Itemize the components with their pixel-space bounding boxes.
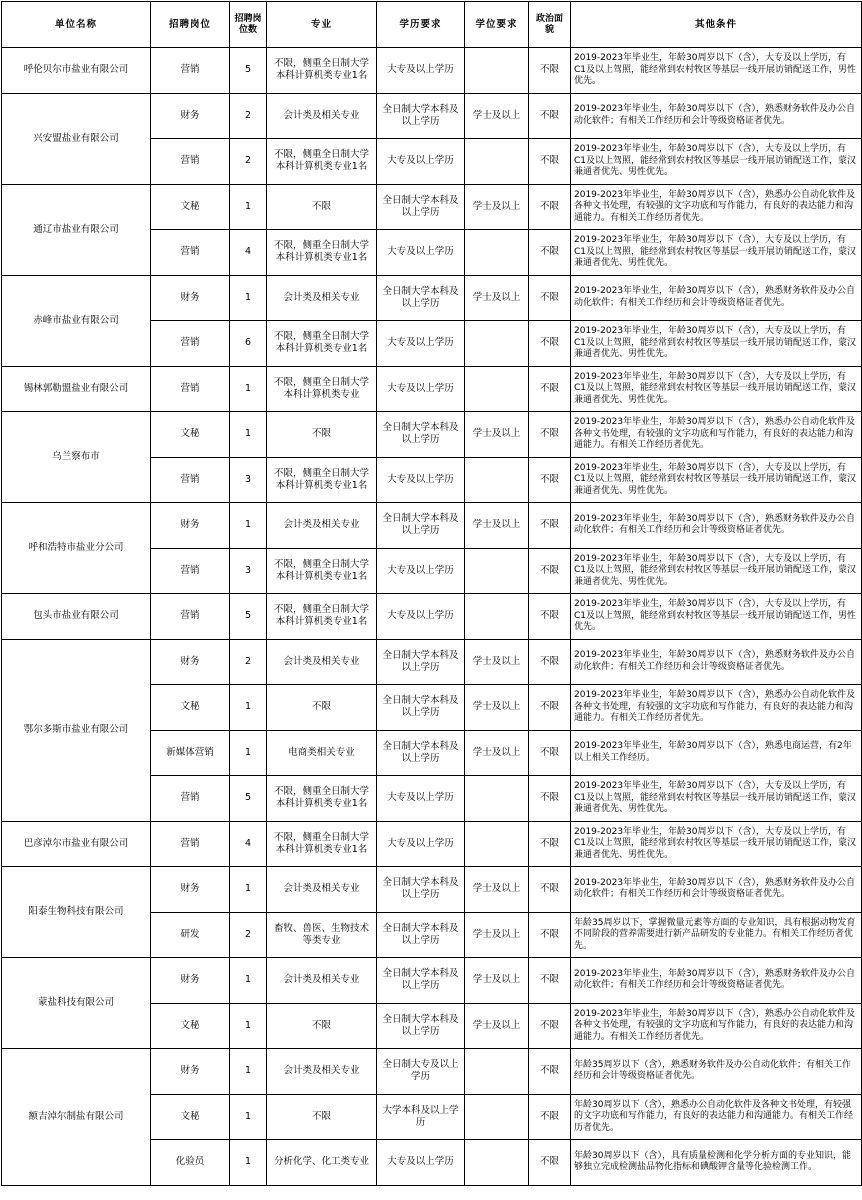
political-cell: 不限 [529,821,571,867]
major-cell: 分析化学、化工类专业 [267,1140,377,1186]
political-cell: 不限 [529,685,571,731]
degree-cell [465,139,529,185]
count-cell: 3 [230,457,267,503]
education-cell: 全日制大学本科及以上学历 [377,730,465,776]
education-cell: 大专及以上学历 [377,139,465,185]
post-cell: 财务 [151,958,230,1004]
degree-cell [465,821,529,867]
major-cell: 会计类及相关专业 [267,639,377,685]
political-cell: 不限 [529,93,571,139]
conditions-cell: 2019-2023年毕业生，年龄30周岁以下（含），大专及以上学历，有C1及以上驾照，能经常到农村牧区等基层一线开展访销配送工作，蒙汉兼通者优先、男性优先。 [571,321,862,367]
degree-cell [465,321,529,367]
political-cell: 不限 [529,1140,571,1186]
education-cell: 全日制大学本科及以上学历 [377,1003,465,1049]
count-cell: 1 [230,685,267,731]
degree-cell [465,48,529,94]
major-cell: 不限，侧重全日制大学本科计算机类专业1名 [267,48,377,94]
degree-cell [465,1094,529,1140]
conditions-cell: 2019-2023年毕业生，年龄30周岁以下（含），熟悉财务软件及办公自动化软件；有相关工作经历和会计等级资格证者优先。 [571,275,862,321]
unit-name-cell: 包头市盐业有限公司 [2,594,151,640]
political-cell: 不限 [529,958,571,1004]
count-cell: 1 [230,275,267,321]
post-cell: 营销 [151,139,230,185]
degree-cell [465,594,529,640]
post-cell: 营销 [151,230,230,276]
count-cell: 1 [230,1049,267,1095]
conditions-cell: 2019-2023年毕业生，年龄30周岁以下（含），大专及以上学历，有C1及以上驾照，能经常到农村牧区等基层一线开展访销配送工作，蒙汉兼通者优先、男性优先。 [571,776,862,822]
unit-name-cell: 通辽市盐业有限公司 [2,184,151,275]
degree-cell: 学士及以上 [465,275,529,321]
unit-name-cell: 额吉淖尔制盐有限公司 [2,1049,151,1186]
post-cell: 营销 [151,548,230,594]
political-cell: 不限 [529,548,571,594]
table-row [2,821,862,867]
degree-cell: 学士及以上 [465,1003,529,1049]
count-cell: 1 [230,958,267,1004]
political-cell: 不限 [529,912,571,958]
header-political: 政治面貌 [529,2,571,48]
count-cell: 5 [230,776,267,822]
major-cell: 不限 [267,412,377,458]
education-cell: 全日制大学本科及以上学历 [377,503,465,549]
conditions-cell: 2019-2023年毕业生，年龄30周岁以下（含），熟悉财务软件及办公自动化软件；有相关工作经历和会计等级资格证者优先。 [571,639,862,685]
conditions-cell: 2019-2023年毕业生，年龄30周岁以下（含），熟悉财务软件及办公自动化软件；有相关工作经历和会计等级资格证者优先。 [571,867,862,913]
count-cell: 5 [230,594,267,640]
conditions-cell: 年龄35周岁以下，掌握微量元素等方面的专业知识，具有根据动物发育不同阶段的营养需要进行新产品研发的专业能力。有相关工作经历者优先。 [571,912,862,958]
political-cell: 不限 [529,730,571,776]
table-row [2,639,862,685]
count-cell: 4 [230,230,267,276]
education-cell: 全日制大学本科及以上学历 [377,184,465,230]
post-cell: 营销 [151,48,230,94]
unit-name-cell: 巴彦淖尔市盐业有限公司 [2,821,151,867]
education-cell: 全日制大学本科及以上学历 [377,912,465,958]
conditions-cell: 2019-2023年毕业生，年龄30周岁以下（含），熟悉办公自动化软件及各种文书处理，有较强的文字功底和写作能力，有良好的表达能力和沟通能力。有相关工作经历者优先。 [571,685,862,731]
conditions-cell: 2019-2023年毕业生，年龄30周岁以下（含），大专及以上学历，有C1及以上驾照，能经常到农村牧区等基层一线开展访销配送工作，男性优先。 [571,594,862,640]
post-cell: 文秘 [151,1094,230,1140]
table-row [2,366,862,412]
education-cell: 全日制大专及以上学历 [377,1049,465,1095]
political-cell: 不限 [529,867,571,913]
education-cell: 全日制大学本科及以上学历 [377,867,465,913]
degree-cell [465,1049,529,1095]
conditions-cell: 2019-2023年毕业生，年龄30周岁以下（含），大专及以上学历，有C1及以上驾照，能经常到农村牧区等基层一线开展访销配送工作，蒙汉兼通者优先、男性优先。 [571,139,862,185]
post-cell: 文秘 [151,685,230,731]
unit-name-cell: 呼伦贝尔市盐业有限公司 [2,48,151,94]
count-cell: 1 [230,184,267,230]
conditions-cell: 2019-2023年毕业生，年龄30周岁以下（含），熟悉财务软件及办公自动化软件；有相关工作经历和会计等级资格证者优先。 [571,503,862,549]
conditions-cell: 2019-2023年毕业生，年龄30周岁以下（含），熟悉办公自动化软件及各种文书处理，有较强的文字功底和写作能力，有良好的表达能力和沟通能力。有相关工作经历者优先。 [571,412,862,458]
conditions-cell: 2019-2023年毕业生，年龄30周岁以下（含），大专及以上学历，有C1及以上驾照，能经常到农村牧区等基层一线开展访销配送工作，蒙汉兼通者优先、男性优先。 [571,821,862,867]
major-cell: 不限，侧重全日制大学本科计算机类专业1名 [267,594,377,640]
header-major: 专业 [267,2,377,48]
post-cell: 财务 [151,503,230,549]
conditions-cell: 2019-2023年毕业生，年龄30周岁以下（含），熟悉电商运营，有2年以上相关工作经历。 [571,730,862,776]
table-row [2,93,862,139]
degree-cell [465,230,529,276]
degree-cell: 学士及以上 [465,503,529,549]
post-cell: 研发 [151,912,230,958]
post-cell: 财务 [151,275,230,321]
degree-cell [465,776,529,822]
post-cell: 文秘 [151,1003,230,1049]
unit-name-cell: 锡林郭勒盟盐业有限公司 [2,366,151,412]
degree-cell [465,366,529,412]
education-cell: 大专及以上学历 [377,548,465,594]
count-cell: 1 [230,366,267,412]
post-cell: 文秘 [151,412,230,458]
education-cell: 大专及以上学历 [377,366,465,412]
education-cell: 大专及以上学历 [377,457,465,503]
unit-name-cell: 呼和浩特市盐业分公司 [2,503,151,594]
political-cell: 不限 [529,503,571,549]
unit-name-cell: 兴安盟盐业有限公司 [2,93,151,184]
header-count: 招聘岗位数 [230,2,267,48]
conditions-cell: 年龄30周岁以下（含），具有质量检测和化学分析方面的专业知识，能够独立完成检测盐品物化指标和碘酸钾含量等化验检测工作。 [571,1140,862,1186]
table-row [2,412,862,458]
table-row [2,1049,862,1095]
education-cell: 大专及以上学历 [377,821,465,867]
count-cell: 5 [230,48,267,94]
education-cell: 大专及以上学历 [377,230,465,276]
conditions-cell: 2019-2023年毕业生，年龄30周岁以下（含），大专及以上学历，有C1及以上驾照，能经常到农村牧区等基层一线开展访销配送工作，蒙汉兼通者优先、男性优先。 [571,366,862,412]
degree-cell [465,548,529,594]
post-cell: 财务 [151,639,230,685]
degree-cell: 学士及以上 [465,93,529,139]
major-cell: 不限，侧重全日制大学本科计算机类专业1名 [267,821,377,867]
post-cell: 财务 [151,93,230,139]
political-cell: 不限 [529,457,571,503]
education-cell: 大专及以上学历 [377,48,465,94]
major-cell: 电商类相关专业 [267,730,377,776]
political-cell: 不限 [529,230,571,276]
degree-cell: 学士及以上 [465,912,529,958]
political-cell: 不限 [529,1049,571,1095]
count-cell: 1 [230,867,267,913]
post-cell: 文秘 [151,184,230,230]
count-cell: 1 [230,730,267,776]
major-cell: 不限，侧重全日制大学本科计算机类专业1名 [267,548,377,594]
political-cell: 不限 [529,321,571,367]
conditions-cell: 年龄30周岁以下（含），熟悉办公自动化软件及各种文书处理，有较强的文字功底和写作能力，有良好的表达能力和沟通能力。有相关工作经历者优先。 [571,1094,862,1140]
conditions-cell: 2019-2023年毕业生，年龄30周岁以下（含），熟悉财务软件及办公自动化软件；有相关工作经历和会计等级资格证者优先。 [571,93,862,139]
major-cell: 不限，侧重全日制大学本科计算机类专业 [267,366,377,412]
post-cell: 营销 [151,594,230,640]
education-cell: 大学本科及以上学历 [377,1094,465,1140]
count-cell: 6 [230,321,267,367]
major-cell: 会计类及相关专业 [267,275,377,321]
major-cell: 会计类及相关专业 [267,958,377,1004]
post-cell: 营销 [151,321,230,367]
major-cell: 不限，侧重全日制大学本科计算机类专业1名 [267,230,377,276]
major-cell: 会计类及相关专业 [267,1049,377,1095]
conditions-cell: 2019-2023年毕业生，年龄30周岁以下（含），大专及以上学历，有C1及以上驾照，能经常到农村牧区等基层一线开展访销配送工作，蒙汉兼通者优先、男性优先。 [571,548,862,594]
political-cell: 不限 [529,776,571,822]
conditions-cell: 2019-2023年毕业生，年龄30周岁以下（含），熟悉财务软件及办公自动化软件；有相关工作经历和会计等级资格证者优先。 [571,958,862,1004]
major-cell: 畜牧、兽医、生物技术等类专业 [267,912,377,958]
major-cell: 会计类及相关专业 [267,93,377,139]
conditions-cell: 年龄35周岁以下（含），熟悉财务软件及办公自动化软件；有相关工作经历和会计等级资格证者优先。 [571,1049,862,1095]
degree-cell: 学士及以上 [465,867,529,913]
major-cell: 不限，侧重全日制大学本科计算机类专业1名 [267,457,377,503]
major-cell: 不限 [267,685,377,731]
count-cell: 1 [230,412,267,458]
table-row [2,958,862,1004]
count-cell: 1 [230,503,267,549]
post-cell: 新媒体营销 [151,730,230,776]
header-conditions: 其他条件 [571,2,862,48]
education-cell: 全日制大学本科及以上学历 [377,639,465,685]
post-cell: 化验员 [151,1140,230,1186]
political-cell: 不限 [529,48,571,94]
conditions-cell: 2019-2023年毕业生，年龄30周岁以下（含），大专及以上学历，有C1及以上驾照，能经常到农村牧区等基层一线开展访销配送工作，蒙汉兼通者优先、男性优先。 [571,457,862,503]
education-cell: 全日制大学本科及以上学历 [377,958,465,1004]
education-cell: 大专及以上学历 [377,776,465,822]
unit-name-cell: 乌兰察布市 [2,412,151,503]
political-cell: 不限 [529,184,571,230]
count-cell: 3 [230,548,267,594]
education-cell: 全日制大学本科及以上学历 [377,93,465,139]
political-cell: 不限 [529,1003,571,1049]
header-post: 招聘岗位 [151,2,230,48]
degree-cell [465,457,529,503]
post-cell: 营销 [151,776,230,822]
table-row [2,184,862,230]
unit-name-cell: 阳泰生物科技有限公司 [2,867,151,958]
count-cell: 1 [230,1140,267,1186]
header-unit: 单位名称 [2,2,151,48]
education-cell: 全日制大学本科及以上学历 [377,685,465,731]
header-row [2,2,862,48]
count-cell: 2 [230,93,267,139]
political-cell: 不限 [529,1094,571,1140]
education-cell: 全日制大学本科及以上学历 [377,412,465,458]
header-degree: 学位要求 [465,2,529,48]
political-cell: 不限 [529,366,571,412]
major-cell: 不限，侧重全日制大学本科计算机类专业1名 [267,139,377,185]
degree-cell: 学士及以上 [465,685,529,731]
education-cell: 大专及以上学历 [377,1140,465,1186]
degree-cell [465,1140,529,1186]
education-cell: 全日制大学本科及以上学历 [377,275,465,321]
count-cell: 2 [230,912,267,958]
count-cell: 4 [230,821,267,867]
count-cell: 2 [230,639,267,685]
post-cell: 财务 [151,1049,230,1095]
political-cell: 不限 [529,639,571,685]
degree-cell: 学士及以上 [465,412,529,458]
table-row [2,503,862,549]
post-cell: 财务 [151,867,230,913]
political-cell: 不限 [529,275,571,321]
major-cell: 不限，侧重全日制大学本科计算机类专业1名 [267,321,377,367]
major-cell: 会计类及相关专业 [267,867,377,913]
count-cell: 1 [230,1094,267,1140]
header-education: 学历要求 [377,2,465,48]
major-cell: 不限 [267,184,377,230]
recruitment-table [1,1,862,1186]
political-cell: 不限 [529,412,571,458]
major-cell: 不限，侧重全日制大学本科计算机类专业1名 [267,776,377,822]
degree-cell: 学士及以上 [465,184,529,230]
table-body [2,48,862,1186]
education-cell: 大专及以上学历 [377,594,465,640]
table-row [2,594,862,640]
table-row [2,867,862,913]
degree-cell: 学士及以上 [465,958,529,1004]
conditions-cell: 2019-2023年毕业生，年龄30周岁以下（含），大专及以上学历，有C1及以上驾照，能经常到农村牧区等基层一线开展访销配送工作，蒙汉兼通者优先、男性优先。 [571,230,862,276]
count-cell: 1 [230,1003,267,1049]
table-row [2,275,862,321]
political-cell: 不限 [529,594,571,640]
table-row [2,48,862,94]
degree-cell: 学士及以上 [465,730,529,776]
degree-cell: 学士及以上 [465,639,529,685]
conditions-cell: 2019-2023年毕业生，年龄30周岁以下（含），大专及以上学历，有C1及以上驾照，能经常到农村牧区等基层一线开展访销配送工作，男性优先。 [571,48,862,94]
unit-name-cell: 鄂尔多斯市盐业有限公司 [2,639,151,821]
major-cell: 不限 [267,1003,377,1049]
conditions-cell: 2019-2023年毕业生，年龄30周岁以下（含），熟悉办公自动化软件及各种文书处理，有较强的文字功底和写作能力，有良好的表达能力和沟通能力。有相关工作经历者优先。 [571,184,862,230]
major-cell: 会计类及相关专业 [267,503,377,549]
conditions-cell: 2019-2023年毕业生，年龄30周岁以下（含），熟悉办公自动化软件及各种文书处理，有较强的文字功底和写作能力，有良好的表达能力和沟通能力。有相关工作经历者优先。 [571,1003,862,1049]
post-cell: 营销 [151,821,230,867]
major-cell: 不限 [267,1094,377,1140]
post-cell: 营销 [151,457,230,503]
political-cell: 不限 [529,139,571,185]
post-cell: 营销 [151,366,230,412]
education-cell: 大专及以上学历 [377,321,465,367]
unit-name-cell: 蒙盐科技有限公司 [2,958,151,1049]
count-cell: 2 [230,139,267,185]
unit-name-cell: 赤峰市盐业有限公司 [2,275,151,366]
